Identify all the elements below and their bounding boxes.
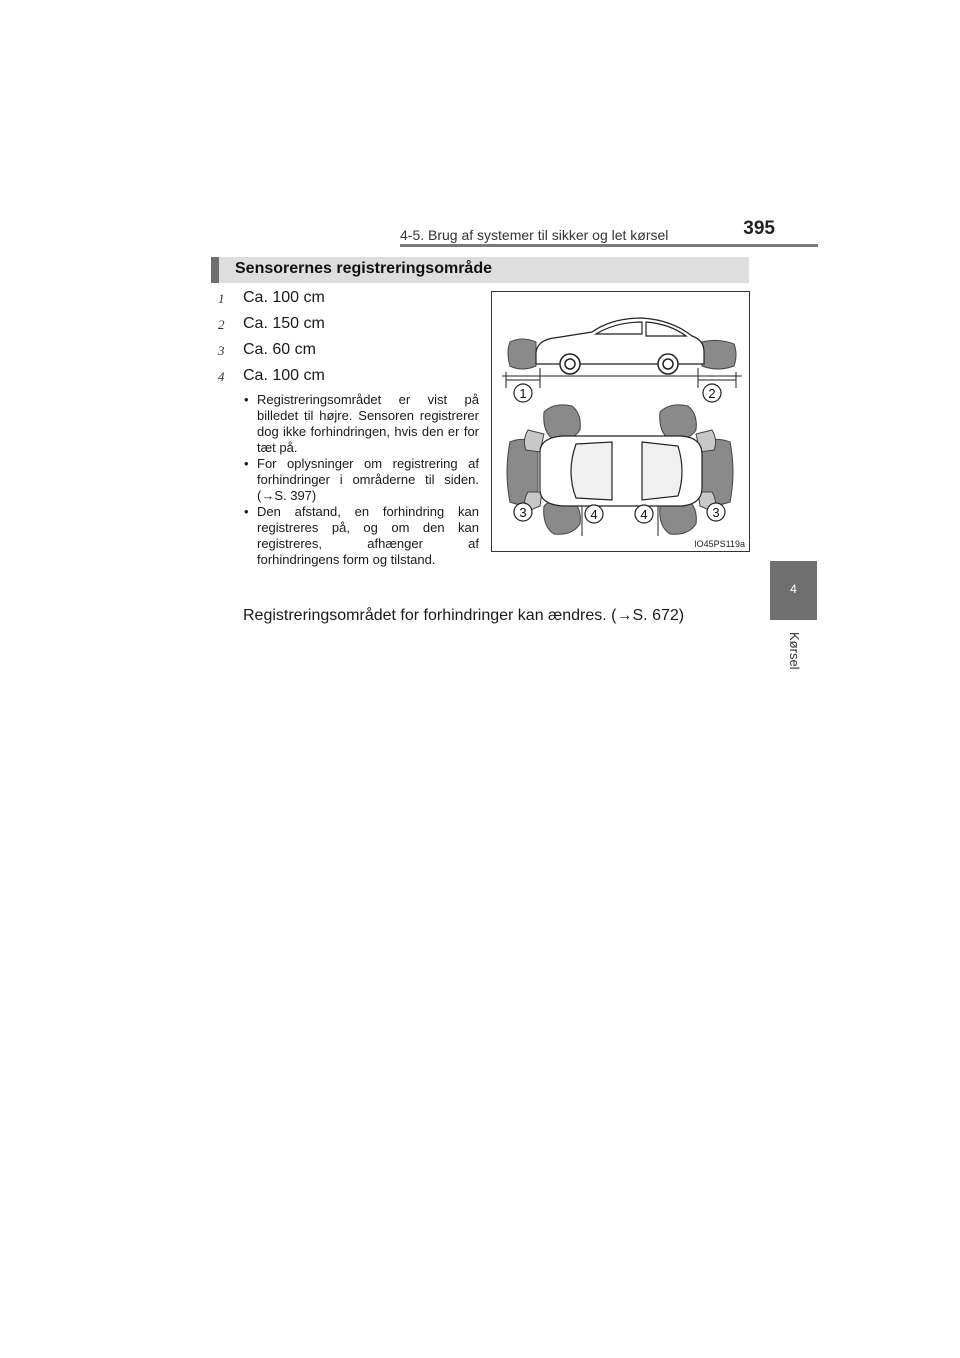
car-sensor-diagram — [492, 292, 749, 551]
callout-label: 3 — [519, 505, 527, 520]
note-item: • Registreringsområdet er vist på billedet til højre. Sensoren registrerer dog ikke forhindringen, hvis den er for tæt på. — [243, 392, 479, 456]
chapter-name: Kørsel — [787, 632, 802, 670]
item-number: 4 — [218, 369, 225, 384]
callout-label: 3 — [712, 505, 720, 520]
chapter-section-title: 4-5. Brug af systemer til sikker og let kørsel — [400, 227, 669, 243]
item-number: 1 — [218, 291, 225, 306]
section-heading: Sensorernes registreringsområde — [235, 260, 492, 277]
callout-label: 1 — [519, 386, 527, 401]
sensor-zone-rear-side — [508, 339, 536, 369]
figure-id: IO45PS119a — [694, 539, 745, 549]
page-number: 395 — [743, 218, 775, 239]
note-item: • Den afstand, en forhindring kan registreres på, og om den kan registreres, afhænger af forhindringens form og tilstand. — [243, 504, 479, 568]
item-text: Ca. 150 cm — [243, 315, 325, 332]
note-item: • For oplysninger om registrering af forhindringer i områderne til siden. (→S. 397) — [243, 456, 479, 504]
car-top-view — [540, 436, 702, 506]
item-number: 3 — [218, 343, 225, 358]
sensor-zone-front-side — [702, 340, 736, 369]
notes-list — [243, 392, 479, 568]
sensor-range-figure — [491, 291, 750, 552]
item-text: Ca. 100 cm — [243, 289, 325, 306]
footnote: Registreringsområdet for forhindringer kan ændres. (→S. 672) — [243, 607, 685, 624]
callout-label: 2 — [708, 386, 716, 401]
section-heading-bar — [211, 257, 749, 283]
header-rule — [400, 244, 818, 247]
chapter-number: 4 — [790, 582, 797, 596]
item-text: Ca. 100 cm — [243, 367, 325, 384]
chapter-tab[interactable] — [770, 561, 817, 620]
car-side-view — [536, 318, 704, 364]
callout-label: 4 — [640, 507, 648, 522]
callout-label: 4 — [590, 507, 598, 522]
item-number: 2 — [218, 317, 225, 332]
item-text: Ca. 60 cm — [243, 341, 316, 358]
